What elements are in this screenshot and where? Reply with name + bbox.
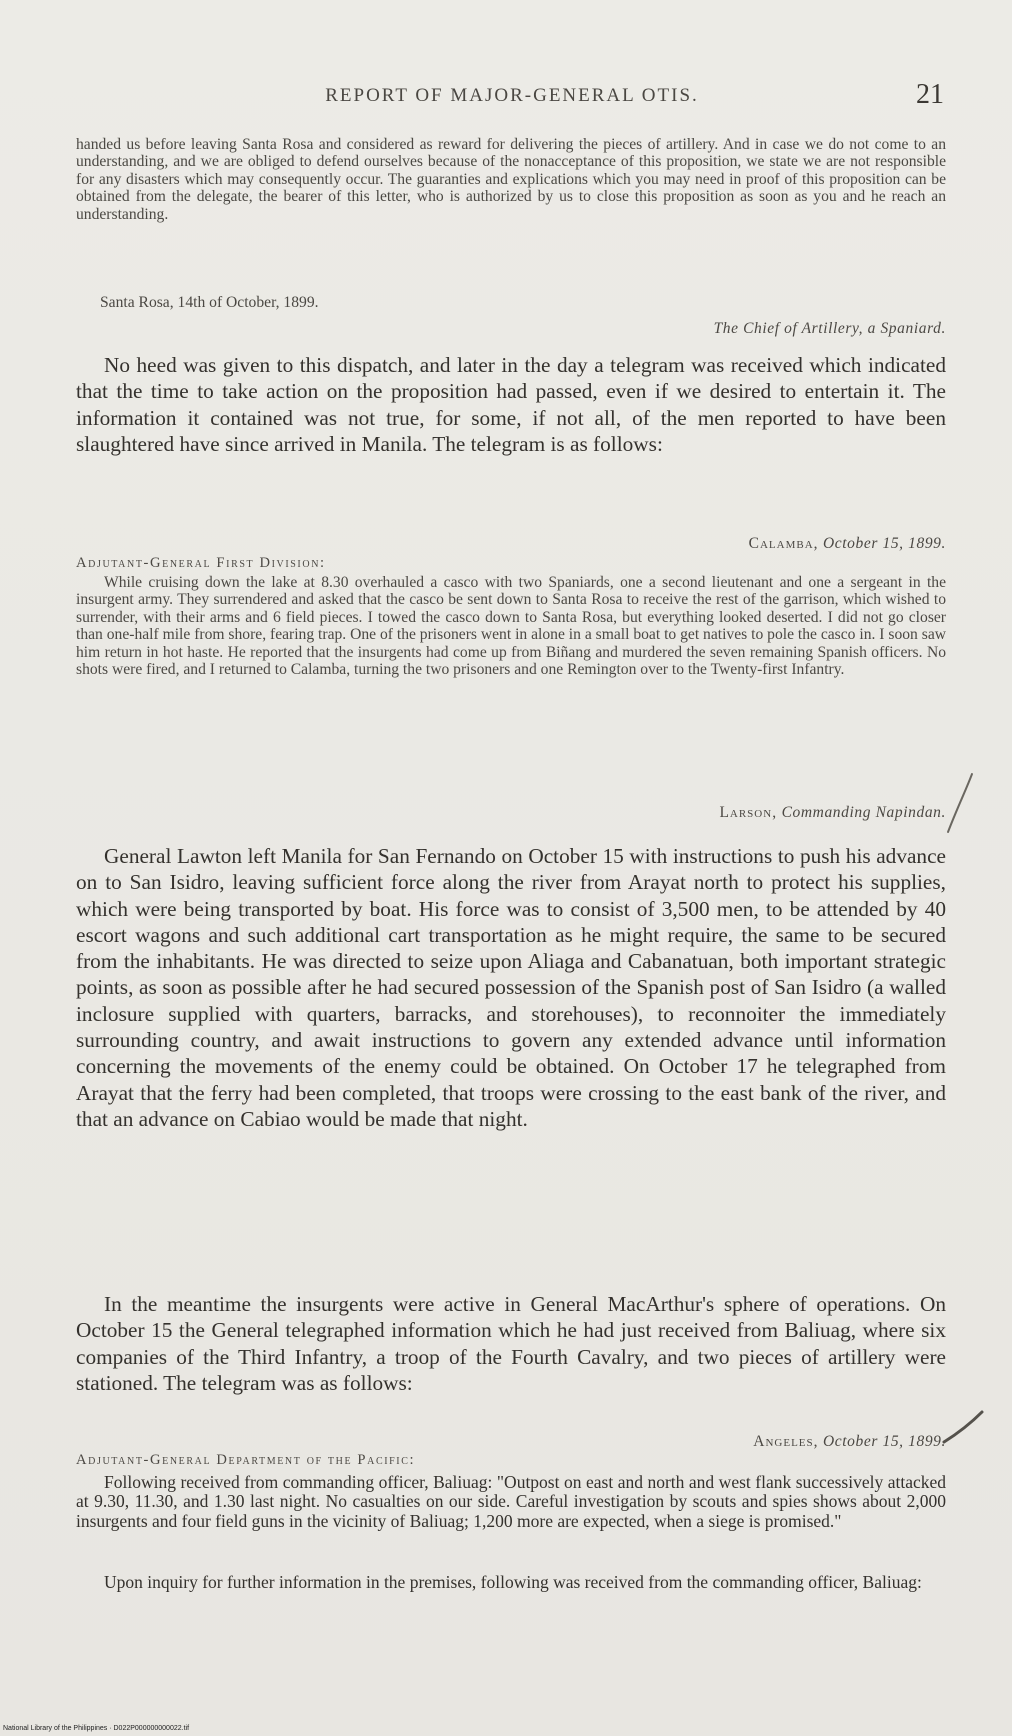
pencil-mark-1 — [940, 770, 980, 840]
telegram-2-dateline — [753, 1433, 946, 1451]
telegram-1-body — [76, 574, 946, 678]
paragraph-2-text: General Lawton left Manila for San Fernando on October 15 with instructions to push his advance on to San Isidro, leaving sufficient force along the river from Arayat north to protect his supplies, which were being transported by boat. His force was to consist of 3,500 men, to be attended by 40 escort wagons and such additional cart transportation as he might require, the same to be secured from the inhabitants. He was directed to seize upon Aliaga and Cabanatuan, both important strategic points, as soon as possible after he had secured possession of the Spanish post of San Isidro (a walled inclosure supplied with quarters, barracks, and storehouses), to reconnoiter the immediately surrounding country, and await instructions to govern any extended advance until information concerning the movements of the enemy could be obtained. On October 17 he telegraphed from Arayat that the ferry had been completed, that troops were crossing to the east bank of the river, and that an advance on Cabiao would be made that night. — [76, 844, 946, 1131]
telegram-1-dateline — [749, 535, 946, 553]
telegram-1-place: Calamba, — [748, 535, 819, 552]
paragraph-3-text: In the meantime the insurgents were active in General MacArthur's sphere of operations. On October 15 the General telegraphed information which he had just received from Baliuag, where six companies of the Third Infantry, a troop of the Fourth Cavalry, and two pieces of artillery were stationed. The telegram was as follows: — [76, 1292, 946, 1395]
dateline-text: Santa Rosa, 14th of October, 1899. — [100, 294, 319, 311]
paragraph-2 — [76, 843, 946, 1132]
telegram-2-followup — [76, 1573, 946, 1592]
telegram-1-body-text: While cruising down the lake at 8.30 overhauled a casco with two Spaniards, one a second lieutenant and one a sergeant in the insurgent army. They surrendered and asked that the casco be sent down to Santa Rosa to receive the rest of the garrison, which wished to surrender, with their arms and 6 field pieces. I towed the casco down to Santa Rosa, but everything looked deserted. I did not go closer than one-half mile from shore, fearing trap. One of the prisoners went in alone in a small boat to get natives to pole the casco in. I soon saw him return in hot haste. He reported that the insurgents had come up from Biñang and murdered the seven remaining Spanish officers. No shots were fired, and I returned to Calamba, turning the two prisoners and one Remington over to the Twenty-first Infantry. — [76, 574, 946, 679]
paragraph-1 — [76, 352, 946, 457]
letter-signature: The Chief of Artillery, a Spaniard. — [713, 320, 946, 337]
telegram-1-signature — [719, 804, 946, 822]
telegram-2-body-text: Following received from commanding officer, Baliuag: "Outpost on east and north and west flank successively attacked at 9.30, 11.30, and 1.30 last night. No casualties on our side. Careful investigation by scouts and spies shows about 2,000 insurgents and four field guns in the vicinity of Baliuag; 1,200 more are expected, when a siege is promised." — [76, 1472, 946, 1531]
paragraph-1-text: No heed was given to this dispatch, and later in the day a telegram was received which indicated that the time to take action on the proposition had passed, even if we desired to entertain it. The information it contained was not true, for some, if not all, of the men reported to have been slaughtered have since arrived in Manila. The telegram is as follows: — [76, 353, 946, 456]
telegram-2-date: October 15, 1899. — [823, 1433, 946, 1450]
telegram-2-followup-text: Upon inquiry for further information in the premises, following was received from the commanding officer, Baliuag: — [104, 1572, 922, 1592]
letter-dateline — [100, 294, 970, 311]
scan-footer: National Library of the Philippines · D022P000000000022.tif — [3, 1725, 190, 1732]
pencil-mark-2 — [940, 1408, 990, 1448]
telegram-1-date: October 15, 1899. — [823, 535, 946, 552]
telegram-2-place: Angeles, — [753, 1433, 819, 1450]
page-title: REPORT OF MAJOR-GENERAL OTIS. — [325, 85, 699, 106]
telegram-2-addressee: Adjutant-General Department of the Pacific: — [76, 1452, 416, 1468]
letter-body-text: handed us before leaving Santa Rosa and considered as reward for delivering the pieces of artillery. And in case we do not come to an understanding, and we are obliged to defend ourselves because of the nonacceptance of this proposition, we state we are not responsible for any disasters which may consequently occur. The guaranties and explications which you may need in proof of this proposition can be obtained from the delegate, the bearer of this letter, who is authorized by us to close this proposition as soon as you and he reach an understanding. — [76, 136, 946, 223]
telegram-1-addressee: Adjutant-General First Division: — [76, 555, 326, 571]
telegram-2-body — [76, 1473, 946, 1531]
telegram-1-signer: Larson, — [719, 804, 778, 821]
running-head — [80, 79, 944, 113]
letter-body — [76, 136, 946, 223]
telegram-1-signer-title: Commanding Napindan. — [781, 804, 946, 821]
paragraph-3 — [76, 1291, 946, 1396]
page-number: 21 — [916, 79, 944, 110]
